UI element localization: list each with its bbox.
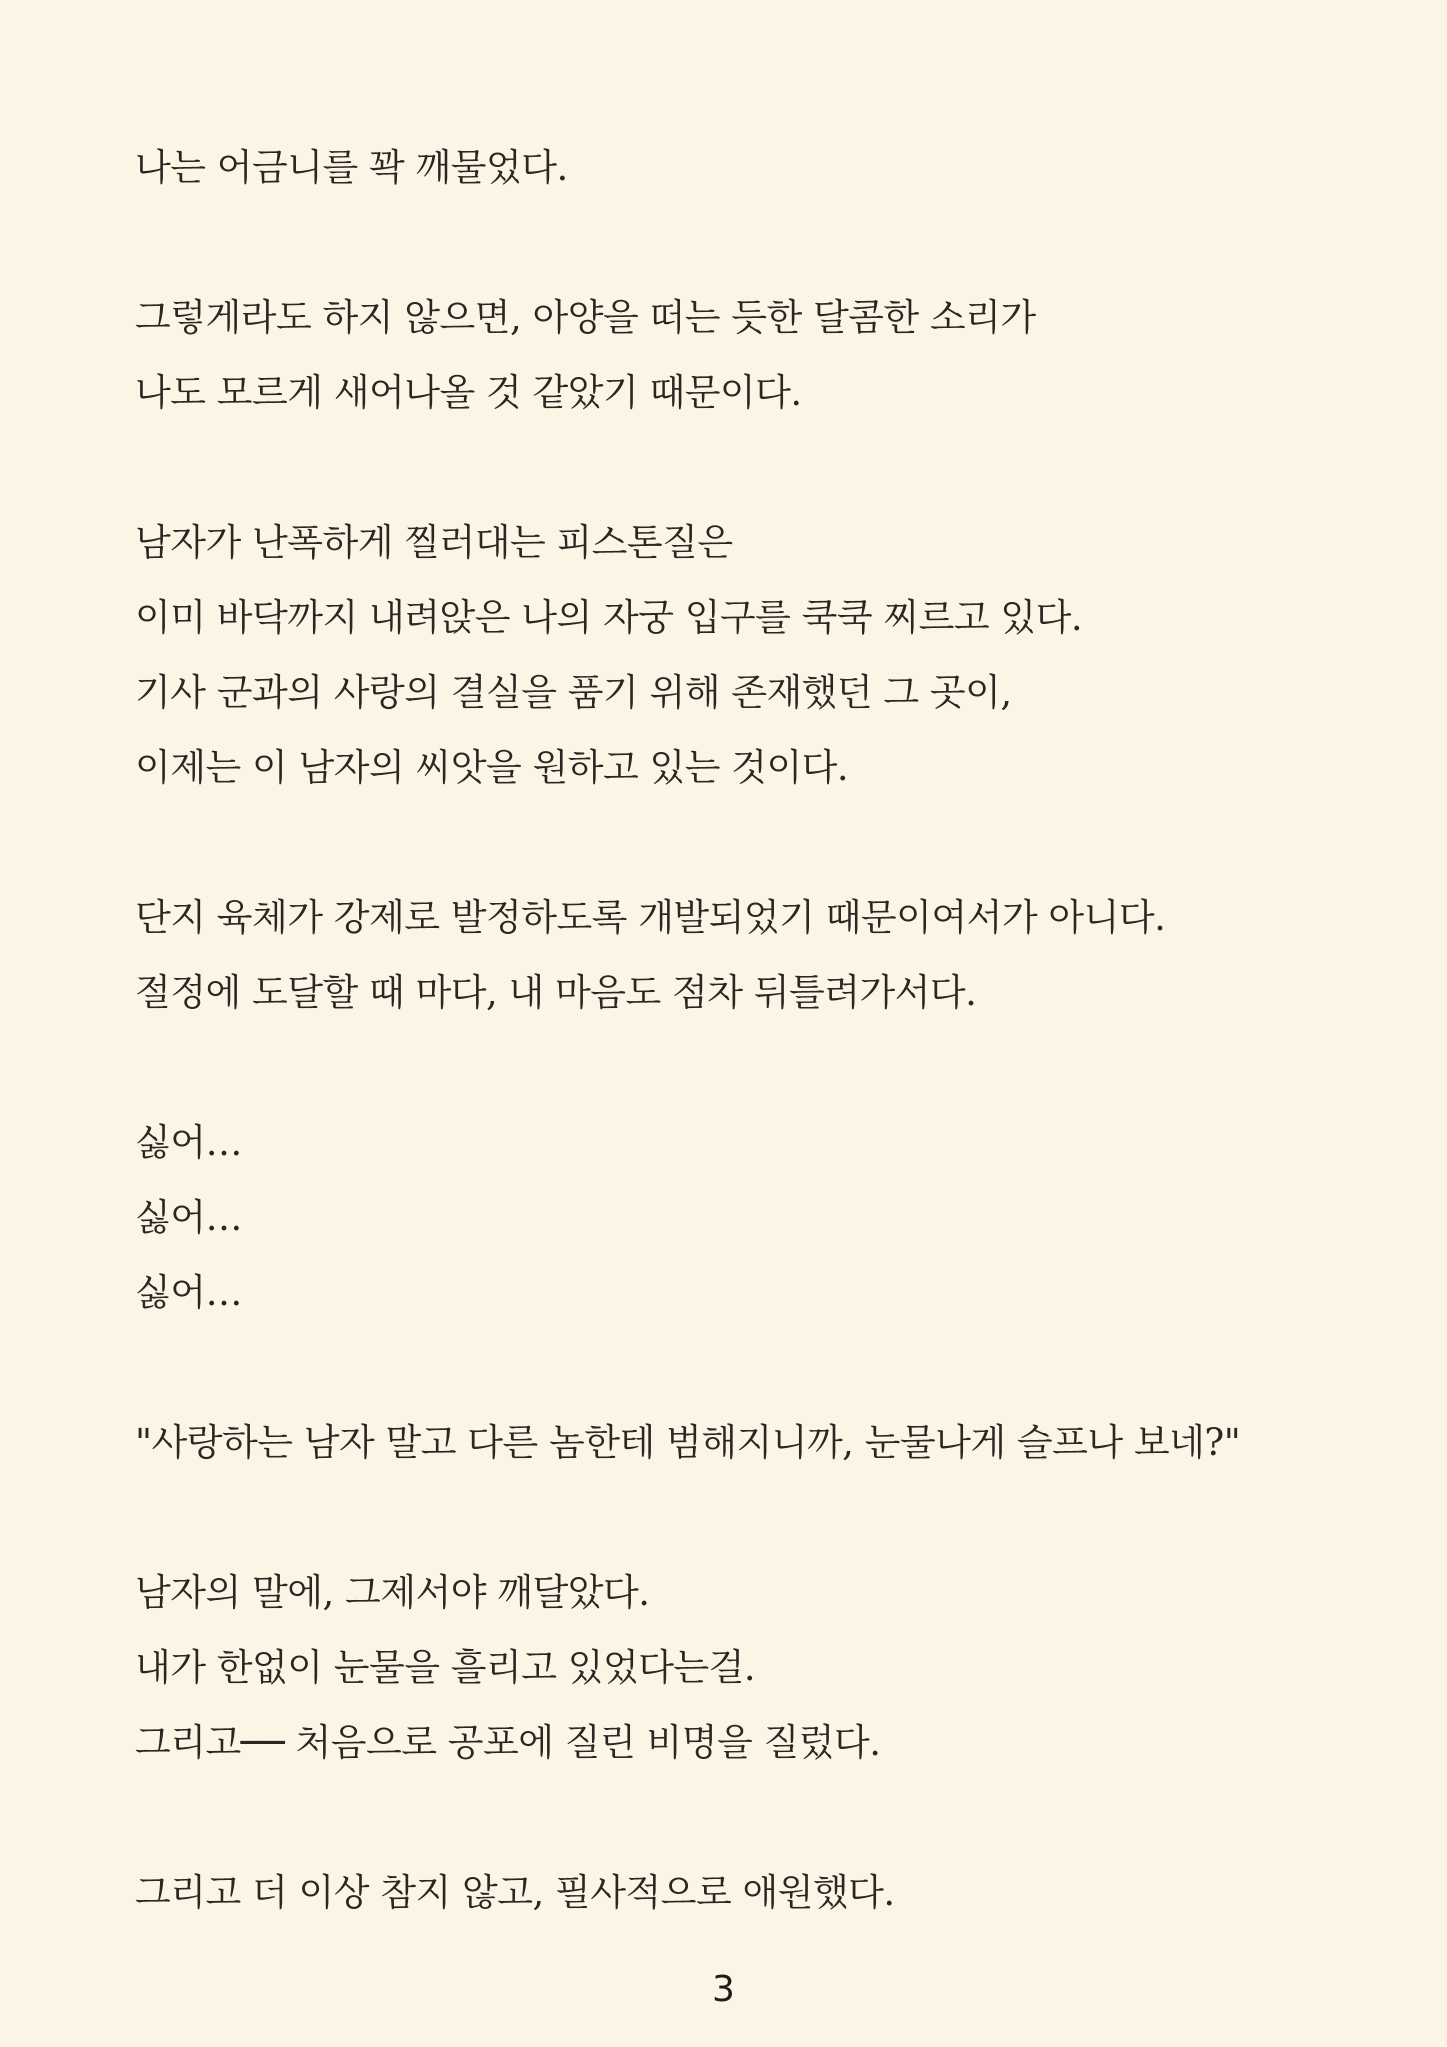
text-line: 내가 한없이 눈물을 흘리고 있었다는걸. bbox=[135, 1646, 756, 1689]
paragraph-gap bbox=[135, 805, 1315, 880]
text-line: 기사 군과의 사랑의 결실을 품기 위해 존재했던 그 곳이, bbox=[135, 671, 1012, 714]
paragraph bbox=[135, 1105, 1315, 1330]
text-line: 절정에 도달할 때 마다, 내 마음도 점차 뒤틀려가서다. bbox=[135, 971, 977, 1014]
text-line: 싫어… bbox=[135, 1121, 242, 1164]
text-line: 나도 모르게 새어나올 것 같았기 때문이다. bbox=[135, 371, 802, 414]
paragraph-gap bbox=[135, 430, 1315, 505]
paragraph-gap bbox=[135, 1030, 1315, 1105]
paragraph bbox=[135, 880, 1315, 1030]
paragraph-gap bbox=[135, 205, 1315, 280]
paragraph bbox=[135, 505, 1315, 805]
paragraph bbox=[135, 280, 1315, 430]
paragraph bbox=[135, 1555, 1315, 1780]
text-line: 이제는 이 남자의 씨앗을 원하고 있는 것이다. bbox=[135, 746, 849, 789]
text-line: 나는 어금니를 꽉 깨물었다. bbox=[135, 146, 568, 189]
text-line: 싫어… bbox=[135, 1196, 242, 1239]
paragraph bbox=[135, 1405, 1315, 1480]
paragraph-gap bbox=[135, 1480, 1315, 1555]
text-line: 싫어… bbox=[135, 1271, 242, 1314]
text-line: 그리고── 처음으로 공포에 질린 비명을 질렀다. bbox=[135, 1721, 881, 1764]
text-line: 남자가 난폭하게 찔러대는 피스톤질은 bbox=[135, 521, 733, 564]
paragraph bbox=[135, 1855, 1315, 1930]
paragraph bbox=[135, 130, 1315, 205]
paragraph-gap bbox=[135, 1780, 1315, 1855]
dialogue-line: "사랑하는 남자 말고 다른 놈한테 범해지니까, 눈물나게 슬프나 보네?" bbox=[135, 1421, 1241, 1464]
paragraph-gap bbox=[135, 1330, 1315, 1405]
text-line: 그렇게라도 하지 않으면, 아양을 떠는 듯한 달콤한 소리가 bbox=[135, 296, 1036, 339]
text-line: 단지 육체가 강제로 발정하도록 개발되었기 때문이여서가 아니다. bbox=[135, 896, 1166, 939]
text-line: 남자의 말에, 그제서야 깨달았다. bbox=[135, 1571, 650, 1614]
text-line: 이미 바닥까지 내려앉은 나의 자궁 입구를 쿡쿡 찌르고 있다. bbox=[135, 596, 1083, 639]
text-body bbox=[135, 130, 1315, 1930]
text-line: 그리고 더 이상 참지 않고, 필사적으로 애원했다. bbox=[135, 1871, 895, 1914]
page-number: 3 bbox=[712, 1969, 735, 2010]
